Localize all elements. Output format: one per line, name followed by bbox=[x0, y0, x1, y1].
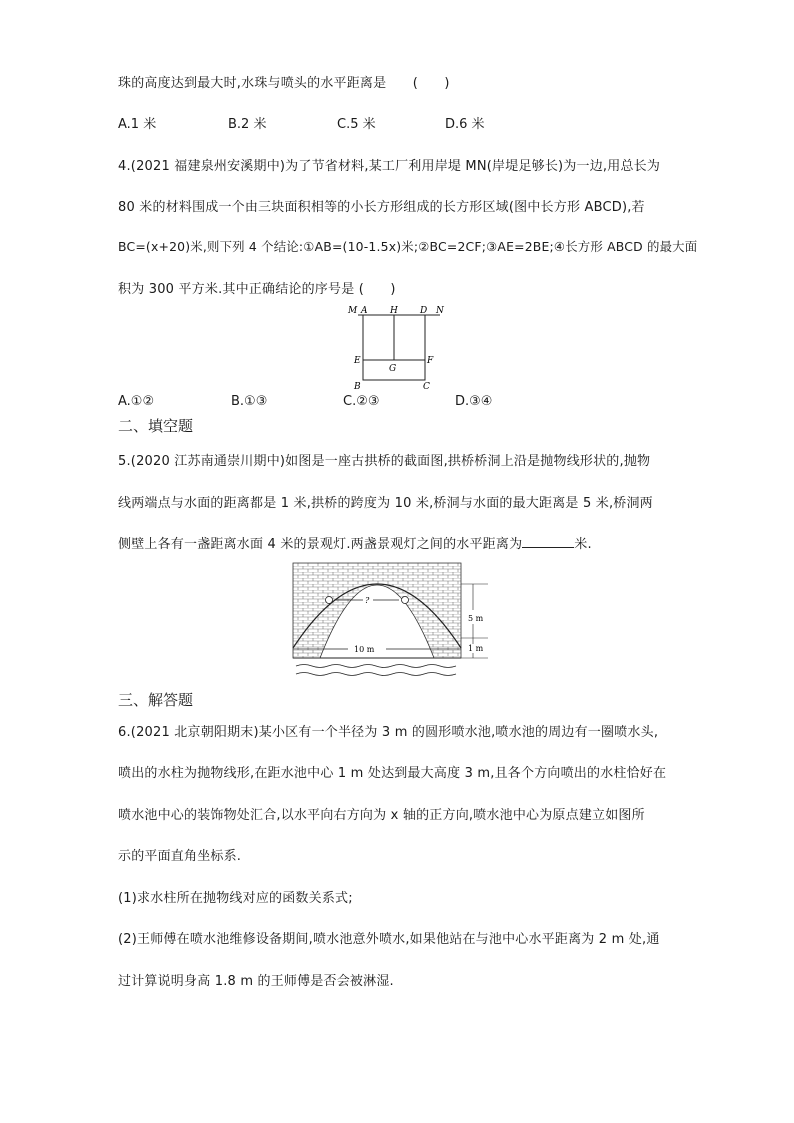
q4-option-a: A.①② bbox=[118, 394, 155, 409]
q6-line-2: 喷出的水柱为抛物线形,在距水池中心 1 m 处达到最大高度 3 m,且各个方向喷出的水柱恰好在 bbox=[118, 766, 667, 781]
label-N: N bbox=[436, 306, 444, 316]
q3-text: 珠的高度达到最大时,水珠与喷头的水平距离是 ( ) bbox=[118, 76, 450, 91]
q3-option-a: A.1 米 bbox=[118, 117, 157, 132]
q5-span-label: 10 m bbox=[354, 645, 375, 654]
q6-part-2-line-1: (2)王师傅在喷水池维修设备期间,喷水池意外喷水,如果他站在与池中心水平距离为 2 m 处,通 bbox=[118, 932, 660, 947]
q5-line-3-unit: 米. bbox=[574, 537, 592, 552]
q3-option-d: D.6 米 bbox=[445, 117, 485, 132]
q5-line-1: 5.(2020 江苏南通崇川期中)如图是一座古拱桥的截面图,拱桥桥洞上沿是抛物线形状的,抛物 bbox=[118, 454, 651, 469]
q3-option-b: B.2 米 bbox=[228, 117, 267, 132]
label-D: D bbox=[420, 306, 428, 316]
section-title-answer: 三、解答题 bbox=[118, 691, 194, 709]
q4-line-1: 4.(2021 福建泉州安溪期中)为了节省材料,某工厂利用岸堤 MN(岸堤足够长)为一边,用总长为 bbox=[118, 159, 661, 174]
q4-option-b: B.①③ bbox=[231, 394, 268, 409]
q5-answer-blank[interactable] bbox=[522, 535, 574, 548]
q5-bridge-figure bbox=[288, 560, 498, 685]
q5-line-3 bbox=[118, 533, 592, 552]
label-C: C bbox=[423, 382, 430, 392]
q6-line-1: 6.(2021 北京朝阳期末)某小区有一个半径为 3 m 的圆形喷水池,喷水池的周边有一圈喷水头, bbox=[118, 725, 659, 740]
q4-line-4: 积为 300 平方米.其中正确结论的序号是 ( ) bbox=[118, 282, 396, 297]
q5-height-label: 5 m bbox=[468, 614, 484, 623]
q5-line-3-text: 侧壁上各有一盏距离水面 4 米的景观灯.两盏景观灯之间的水平距离为 bbox=[118, 537, 523, 552]
q5-base-label: 1 m bbox=[468, 644, 484, 653]
q4-option-c: C.②③ bbox=[343, 394, 380, 409]
q5-question-mark: ? bbox=[365, 596, 370, 605]
q3-option-c: C.5 米 bbox=[337, 117, 376, 132]
label-A: A bbox=[361, 306, 368, 316]
q5-line-2: 线两端点与水面的距离都是 1 米,拱桥的跨度为 10 米,桥洞与水面的最大距离是 5 米,桥洞两 bbox=[118, 496, 653, 511]
label-F: F bbox=[427, 356, 434, 366]
label-M: M bbox=[348, 306, 358, 316]
q4-rectangle-figure bbox=[340, 302, 455, 392]
q4-line-3: BC=(x+20)米,则下列 4 个结论:①AB=(10-1.5x)米;②BC=2CF;③AE=2BE;④长方形 ABCD 的最大面 bbox=[118, 239, 698, 254]
q6-line-4: 示的平面直角坐标系. bbox=[118, 849, 242, 864]
q4-line-2: 80 米的材料围成一个由三块面积相等的小长方形组成的长方形区域(图中长方形 ABCD),若 bbox=[118, 200, 645, 215]
q6-part-1: (1)求水柱所在抛物线对应的函数关系式; bbox=[118, 891, 353, 906]
q6-line-3: 喷水池中心的装饰物处汇合,以水平向右方向为 x 轴的正方向,喷水池中心为原点建立如图所 bbox=[118, 808, 645, 823]
label-B: B bbox=[354, 382, 361, 392]
label-G: G bbox=[389, 364, 397, 374]
label-H: H bbox=[390, 306, 398, 316]
q6-part-2-line-2: 过计算说明身高 1.8 m 的王师傅是否会被淋湿. bbox=[118, 974, 394, 989]
q4-option-d: D.③④ bbox=[455, 394, 493, 409]
section-title-fill-blank: 二、填空题 bbox=[118, 417, 194, 435]
label-E: E bbox=[354, 356, 361, 366]
